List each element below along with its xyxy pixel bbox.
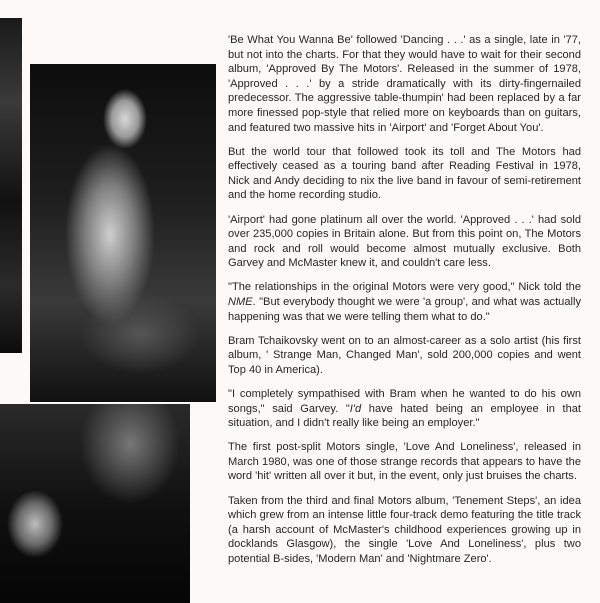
paragraph <box>228 280 581 324</box>
text-run: have hated being an employee in that situation, and I didn't really like being an employer." <box>228 402 581 430</box>
paragraph: Bram Tchaikovsky went on to an almost-career as a solo artist (his first album, ' Strange Man, Changed Man', sold 200,000 copies and went Top 40 in America). <box>228 334 581 376</box>
article-text <box>228 33 581 576</box>
text-run: "The relationships in the original Motors were very good," Nick told the <box>228 281 581 294</box>
emphasis: I'd <box>349 402 362 415</box>
band-photo-left-edge <box>0 18 22 353</box>
text-run: . "But everybody thought we were 'a group', and what was actually happening was that we were telling them what to do." <box>228 296 581 323</box>
paragraph <box>228 387 581 431</box>
band-photo-guitarist-singing <box>30 64 216 402</box>
paragraph: The first post-split Motors single, 'Love And Loneliness', released in March 1980, was one of those strange records that appears to have the word 'hit' written all over it but, in the event, only just bruises the charts. <box>228 441 581 483</box>
band-photo-bottom <box>0 404 190 603</box>
paragraph: Taken from the third and final Motors album, 'Tenement Steps', an idea which grew from an intense little four-track demo featuring the title track (a harsh account of McMaster's childhood experiences growing up in docklands Glasgow), the single 'Love And Loneliness', plus two potential B-sides, 'Modern Man' and 'Nightmare Zero'. <box>228 494 581 565</box>
text-run: "I completely sympathised with Bram when he wanted to do his own songs," said Garvey. " <box>228 387 581 415</box>
publication-name: NME <box>228 296 253 308</box>
paragraph: 'Be What You Wanna Be' followed 'Dancing . . .' as a single, late in '77, but not into the charts. For that they would have to wait for their second album, 'Approved By The Motors'. Released in the summer of 1978, 'Approved . . .' by a stride dramatically with its dirty-fingernailed predecessor. The aggressive table-thumpin' had been replaced by a far more finessed pop-style that relied more on keyboards than on guitars, and featured two massive hits in 'Airport' and 'Forget About You'. <box>228 34 581 134</box>
paragraph: 'Airport' had gone platinum all over the world. 'Approved . . .' had sold over 235,000 copies in Britain alone. But from this point on, The Motors and rock and roll would become almost mutually exclusive. Both Garvey and McMaster knew it, and couldn't care less. <box>228 213 581 270</box>
paragraph: But the world tour that followed took its toll and The Motors had effectively ceased as a touring band after Reading Festival in 1978, Nick and Andy deciding to nix the live band in favour of semi-retirement and the home recording studio. <box>228 145 581 202</box>
